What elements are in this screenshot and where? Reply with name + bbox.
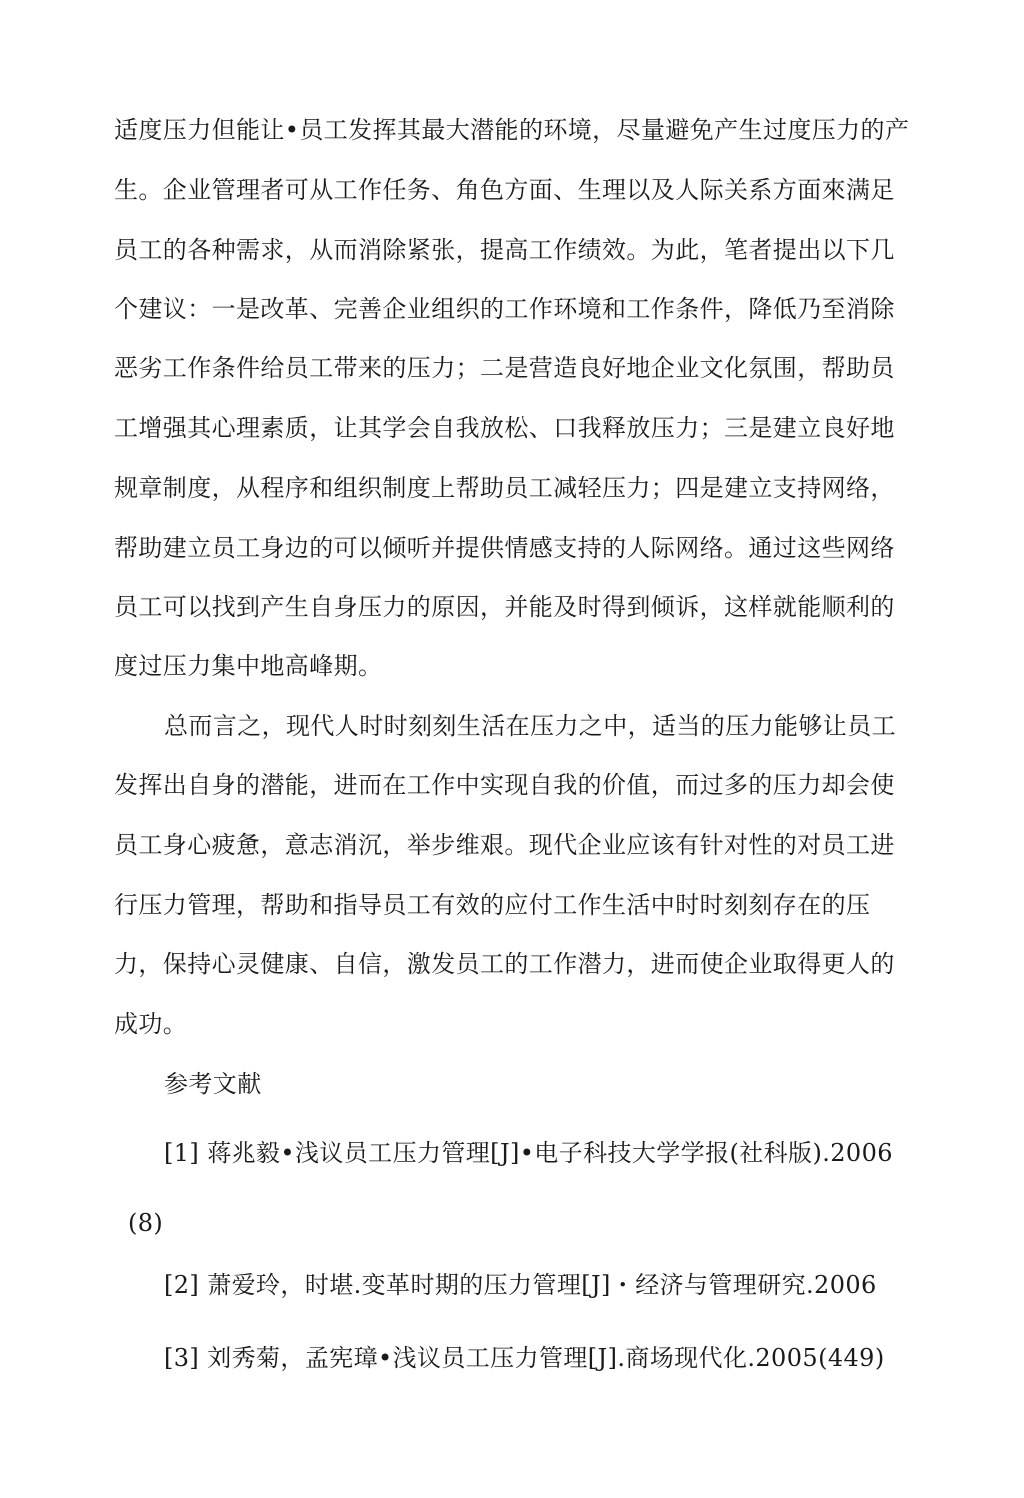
reference-3: [3] 刘秀菊，孟宪璋•浅议员工压力管理[J].商场现代化.2005(449) xyxy=(164,1344,885,1372)
paragraph-2-line-2: 发挥出自身的潜能，进而在工作中实现自我的价值，而过多的压力却会使 xyxy=(114,771,895,799)
paragraph-2-line-4: 行压力管理，帮助和指导员工有效的应付工作生活中时时刻刻存在的压 xyxy=(114,891,871,919)
reference-1: [1] 蒋兆毅•浅议员工压力管理[J]•电子科技大学学报(社科版).2006 xyxy=(164,1139,893,1167)
reference-1-continuation: (8) xyxy=(128,1209,164,1237)
paragraph-1-line-8: 帮助建立员工身边的可以倾听并提供情感支持的人际网络。通过这些网络 xyxy=(114,534,895,562)
paragraph-2-line-1: 总而言之，现代人时时刻刻生活在压力之中，适当的压力能够让员工 xyxy=(164,712,896,740)
reference-2: [2] 萧爱玲，时堪.变革时期的压力管理[J]・经济与管理研究.2006 xyxy=(164,1271,877,1299)
references-heading: 参考文献 xyxy=(164,1070,262,1098)
paragraph-2-line-5: 力，保持心灵健康、自信，激发员工的工作潜力，进而使企业取得更人的 xyxy=(114,950,895,978)
paragraph-1-line-9: 员工可以找到产生自身压力的原因，并能及时得到倾诉，这样就能顺利的 xyxy=(114,593,895,621)
paragraph-2-line-6: 成功。 xyxy=(114,1010,188,1038)
paragraph-1-line-2: 生。企业管理者可从工作任务、角色方面、生理以及人际关系方面來满足 xyxy=(114,176,895,204)
paragraph-2-line-3: 员工身心疲惫，意志消沉，举步维艰。现代企业应该有针对性的对员工进 xyxy=(114,831,895,859)
paragraph-1-line-10: 度过压力集中地高峰期。 xyxy=(114,652,383,680)
paragraph-1-line-4: 个建议：一是改革、完善企业组织的工作环境和工作条件，降低乃至消除 xyxy=(114,295,895,323)
paragraph-1-line-5: 恶劣工作条件给员工带来的压力；二是营造良好地企业文化氛围，帮助员 xyxy=(114,354,895,382)
paragraph-1-line-7: 规章制度，从程序和组织制度上帮助员工减轻压力；四是建立支持网络， xyxy=(114,474,895,502)
paragraph-1-line-1: 适度压力但能让•员工发挥其最大潜能的环境，尽量避免产生过度压力的产 xyxy=(114,116,910,144)
paragraph-1-line-6: 工增强其心理素质，让其学会自我放松、口我释放压力；三是建立良好地 xyxy=(114,414,895,442)
paragraph-1-line-3: 员工的各种需求，从而消除紧张，提高工作绩效。为此，笔者提出以下几 xyxy=(114,236,895,264)
